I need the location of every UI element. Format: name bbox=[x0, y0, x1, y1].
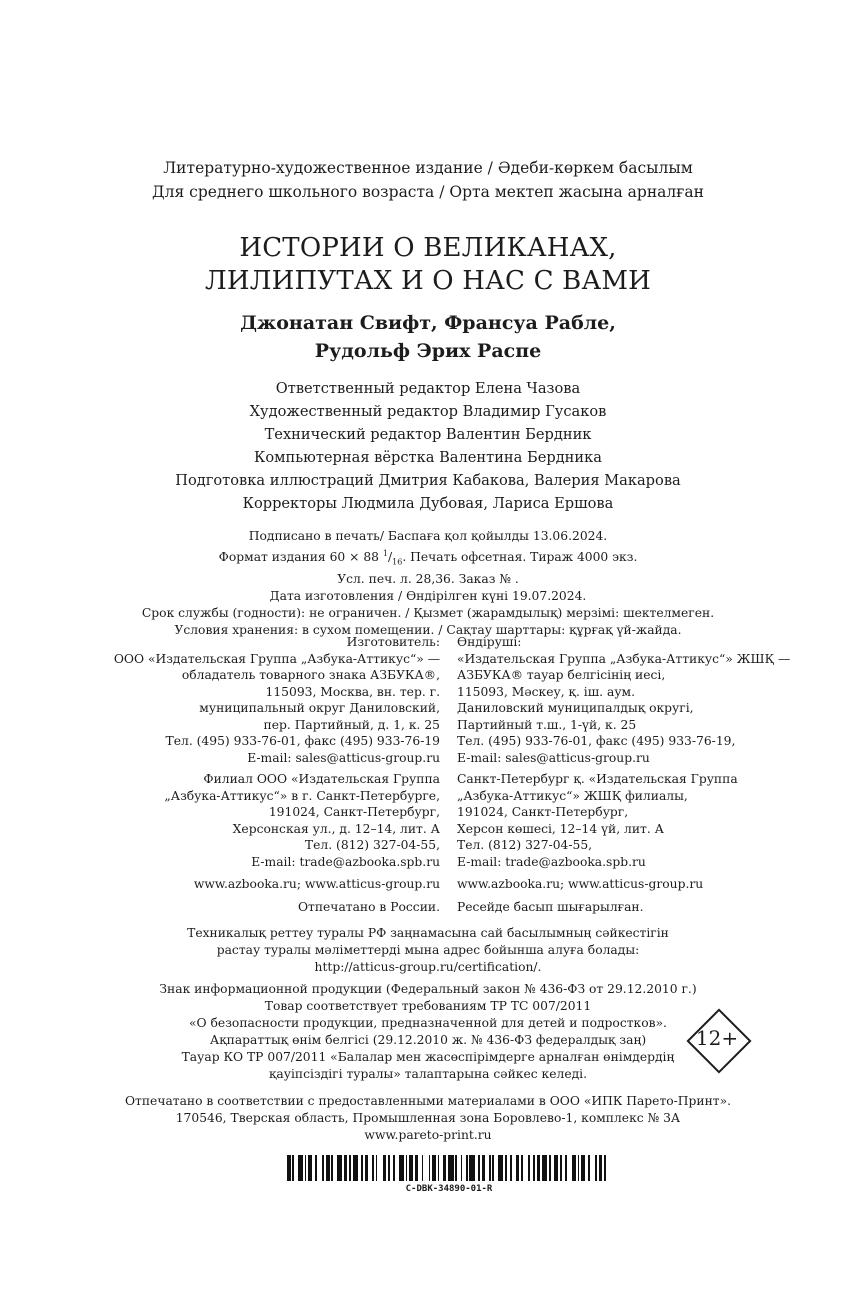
certification-line: Техникалық реттеу туралы РФ заңнамасына сай басылымның сәйкестігін bbox=[187, 926, 669, 940]
branch-line: E-mail: trade@azbooka.spb.ru bbox=[457, 854, 646, 869]
manufacture-date: Дата изготовления / Өндірілген күні 19.07.2024. bbox=[269, 588, 587, 603]
certification-line: растау туралы мәліметтерді мына адрес бойынша алуға болады: bbox=[216, 943, 640, 957]
info-product-kz-line: Тауар КО ТР 007/2011 «Балалар мен жасөспірімдерге арналған өнімдердің bbox=[181, 1050, 675, 1064]
info-product-ru bbox=[100, 981, 756, 1032]
manufacturer-line: 115093, Москва, вн. тер. г. bbox=[265, 684, 440, 699]
info-product-line: Товар соответствует требованиям ТР ТС 007/2011 bbox=[264, 999, 592, 1013]
book-title-line: ЛИЛИПУТАХ И О НАС С ВАМИ bbox=[204, 266, 652, 296]
manufacturer-line: «Издательская Группа „Азбука-Аттикус“» ЖШҚ — bbox=[457, 651, 791, 666]
manufacturer-line: 115093, Мәскеу, қ. іш. аум. bbox=[457, 684, 636, 699]
certification-url: http://atticus-group.ru/certification/. bbox=[314, 960, 542, 974]
publisher-info-ru bbox=[114, 634, 440, 915]
authors-line: Джонатан Свифт, Франсуа Рабле, bbox=[240, 312, 616, 334]
websites-line: www.azbooka.ru; www.atticus-group.ru bbox=[193, 877, 440, 891]
shelf-life: Срок службы (годности): не ограничен. / Қызмет (жарамдылық) мерзімі: шектелмеген. bbox=[141, 605, 715, 620]
edition-info bbox=[100, 156, 756, 204]
storage-conditions: Условия хранения: в сухом помещении. / Сақтау шарттары: құрғақ үй-жайда. bbox=[174, 622, 682, 637]
manufacturer-line: Тел. (495) 933-76-01, факс (495) 933-76-19 bbox=[165, 734, 440, 748]
printed-in-line: Отпечатано в России. bbox=[297, 899, 440, 914]
manufacturer-line: пер. Партийный, д. 1, к. 25 bbox=[263, 717, 440, 732]
credit-line: Подготовка иллюстраций Дмитрия Кабакова, Валерия Макарова bbox=[175, 472, 681, 489]
manufacturer-line: Өндіруші: bbox=[457, 635, 522, 649]
manufacturer-line: Изготовитель: bbox=[346, 635, 440, 649]
branch-line: E-mail: trade@azbooka.spb.ru bbox=[251, 854, 440, 869]
printed-in-line: Ресейде басып шығарылған. bbox=[457, 899, 644, 914]
branch-line: Тел. (812) 327-04-55, bbox=[457, 838, 593, 852]
branch-line: 191024, Санкт-Петербург, bbox=[268, 805, 440, 819]
barcode bbox=[287, 1155, 611, 1181]
credit-line: Ответственный редактор Елена Чазова bbox=[275, 380, 581, 397]
printer-info bbox=[100, 1093, 756, 1144]
authors-line: Рудольф Эрих Распе bbox=[314, 340, 542, 362]
info-product-kz bbox=[100, 1032, 756, 1083]
certification-note bbox=[100, 925, 756, 976]
book-title bbox=[100, 232, 756, 298]
printer-url: www.pareto-print.ru bbox=[364, 1128, 492, 1142]
manufacturer-line: Даниловский муниципалдық округі, bbox=[457, 701, 694, 715]
age-rating-text: 12+ bbox=[695, 1026, 739, 1050]
manufacturer-line: АЗБУКА® тауар белгісінің иесі, bbox=[457, 668, 666, 682]
manufacturer-line: ООО «Издательская Группа „Азбука-Аттикус“» — bbox=[113, 651, 440, 666]
printer-line: Отпечатано в соответствии с предоставленными материалами в ООО «ИПК Парето-Принт». bbox=[124, 1094, 732, 1108]
credit-line: Технический редактор Валентин Бердник bbox=[264, 426, 592, 443]
format-line: Формат издания 60 × 88 $^1/_{16}$. Печать офсетная. Тираж 4000 экз. bbox=[218, 549, 638, 567]
format-denominator: 16 bbox=[392, 557, 403, 567]
credit-line: Корректоры Людмила Дубовая, Лариса Ершова bbox=[242, 495, 614, 512]
age-audience: Для среднего школьного возраста / Орта мектеп жасына арналған bbox=[152, 183, 704, 201]
format-suffix: . Печать офсетная. Тираж 4000 экз. bbox=[402, 550, 638, 565]
info-product-kz-line: қауіпсіздігі туралы» талаптарына сәйкес келеді. bbox=[268, 1067, 588, 1081]
manufacturer-line: Партийный т.ш., 1-үй, к. 25 bbox=[457, 717, 637, 732]
manufacturer-line: Тел. (495) 933-76-01, факс (495) 933-76-19, bbox=[457, 734, 736, 748]
branch-line: Филиал ООО «Издательская Группа bbox=[203, 772, 440, 786]
credit-line: Компьютерная вёрстка Валентина Бердника bbox=[254, 449, 602, 466]
info-product-line: «О безопасности продукции, предназначенной для детей и подростков». bbox=[189, 1016, 667, 1030]
signed-date: Подписано в печать/ Баспаға қол қойылды 13.06.2024. bbox=[248, 529, 608, 543]
book-title-line: ИСТОРИИ О ВЕЛИКАНАХ, bbox=[239, 233, 617, 263]
branch-line: „Азбука-Аттикус“» ЖШҚ филиалы, bbox=[457, 788, 688, 803]
branch-line: Тел. (812) 327-04-55, bbox=[304, 838, 440, 852]
info-product-kz-line: Ақпараттық өнім белгісі (29.12.2010 ж. № 436-ФЗ федералдық заң) bbox=[209, 1033, 647, 1047]
barcode-gap bbox=[606, 1155, 610, 1181]
barcode-label: C-DBK-34890-01-R bbox=[405, 1184, 493, 1194]
credits-list bbox=[100, 377, 756, 515]
credit-line: Художественный редактор Владимир Гусаков bbox=[249, 403, 607, 420]
publisher-info-kz bbox=[457, 634, 790, 915]
websites-line: www.azbooka.ru; www.atticus-group.ru bbox=[457, 877, 704, 891]
format-numerator: 1 bbox=[382, 549, 389, 558]
edition-type: Литературно-художественное издание / Әдеби-көркем басылым bbox=[163, 159, 693, 177]
age-rating-badge bbox=[686, 1008, 748, 1070]
branch-line: Херсонская ул., д. 12–14, лит. А bbox=[232, 821, 440, 836]
manufacturer-line: муниципальный округ Даниловский, bbox=[199, 701, 440, 715]
printer-line: 170546, Тверская область, Промышленная зона Боровлево-1, комплекс № 3А bbox=[175, 1111, 681, 1125]
branch-line: Херсон көшесі, 12–14 үй, лит. А bbox=[457, 821, 664, 836]
branch-line: Санкт-Петербург қ. «Издательская Группа bbox=[457, 772, 738, 786]
manufacturer-line: E-mail: sales@atticus-group.ru bbox=[457, 750, 650, 765]
authors bbox=[100, 309, 756, 365]
branch-line: 191024, Санкт-Петербург, bbox=[457, 805, 629, 819]
branch-line: „Азбука-Аттикус“» в г. Санкт-Петербурге, bbox=[164, 788, 440, 803]
manufacturer-line: E-mail: sales@atticus-group.ru bbox=[247, 750, 440, 765]
info-product-line: Знак информационной продукции (Федеральный закон № 436-ФЗ от 29.12.2010 г.) bbox=[159, 982, 697, 996]
format-prefix: Формат издания 60 × 88 bbox=[218, 550, 383, 565]
manufacturer-line: обладатель товарного знака АЗБУКА®, bbox=[181, 668, 440, 682]
sheets-order: Усл. печ. л. 28,36. Заказ № . bbox=[337, 571, 519, 586]
printing-details bbox=[100, 528, 756, 639]
